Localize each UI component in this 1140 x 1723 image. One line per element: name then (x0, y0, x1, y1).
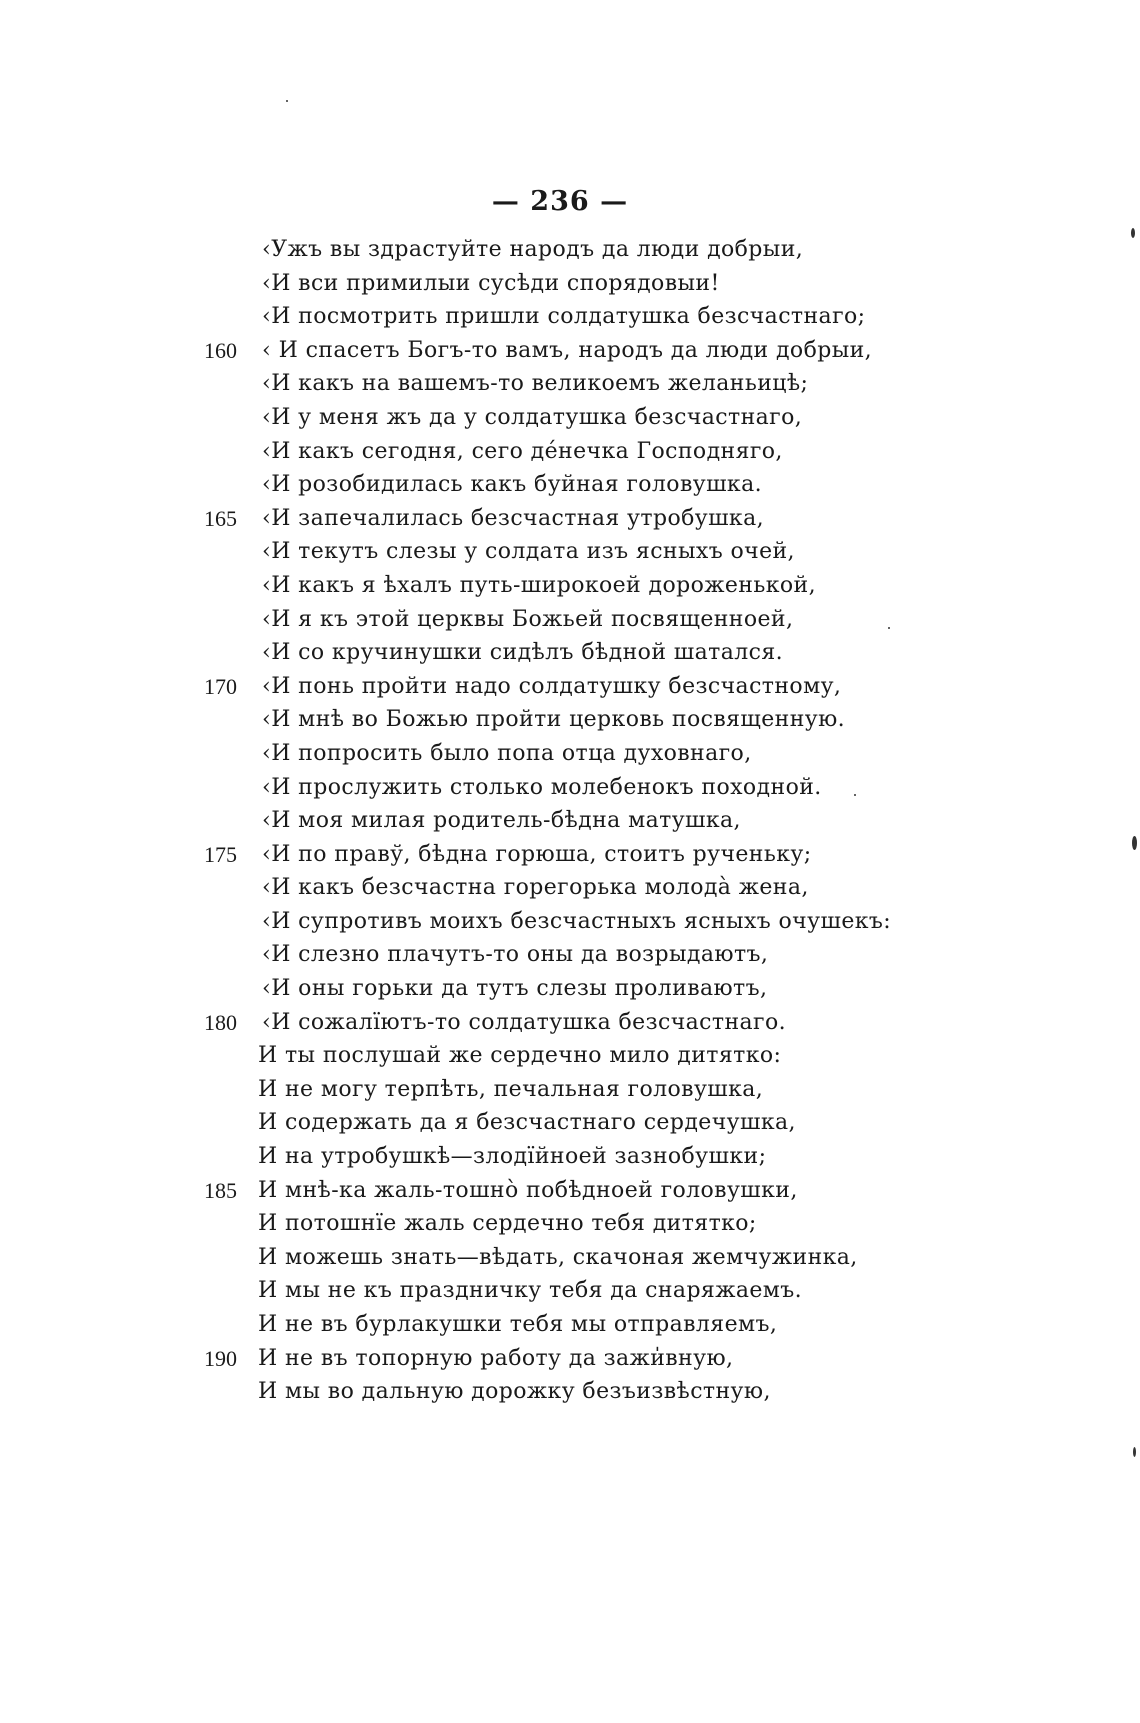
verse-line (0, 1308, 1140, 1342)
verse-text: ‹И я къ этой церквы Божьей посвященноей, (262, 606, 794, 632)
verse-line (0, 905, 1140, 939)
verse-text: И мы во дальную дорожку безъизвѣстную, (258, 1379, 771, 1405)
verse-text: ‹И сожалїютъ-то солдатушка безсчастнаго. (262, 1009, 786, 1035)
verse-line (0, 871, 1140, 905)
verse-text: ‹И оны горьки да тутъ слезы проливаютъ, (262, 976, 768, 1002)
verse-text: ‹И по правў, бѣдна горюша, стоитъ рученьку; (262, 841, 812, 867)
verse-text: И мнѣ-ка жаль-тошно̀ побѣдноей головушки, (258, 1177, 798, 1203)
verse-line (0, 636, 1140, 670)
verse-line (0, 670, 1140, 704)
verse-line (0, 1106, 1140, 1140)
verse-text: И мы не къ праздничку тебя да снаряжаемъ. (258, 1278, 803, 1304)
verse-text: ‹И какъ на вашемъ-то великоемъ желаньицѣ; (262, 371, 809, 397)
verse-text: И потошнїе жаль сердечно тебя дитятко; (258, 1211, 757, 1237)
verse-line (0, 569, 1140, 603)
verse-text: ‹И понь пройти надо солдатушку безсчастному, (262, 673, 842, 699)
verse-line (0, 972, 1140, 1006)
verse-text: ‹И розобидилась какъ буйная головушка. (262, 472, 762, 498)
verse-line (0, 1241, 1140, 1275)
line-number: 190 (204, 1345, 237, 1371)
verse-text: ‹И посмотрить пришли солдатушка безсчастнаго; (262, 304, 866, 330)
verse-line (0, 1073, 1140, 1107)
verse-line (0, 1006, 1140, 1040)
verse-text: И не въ бурлакушки тебя мы отправляемъ, (258, 1312, 778, 1337)
verse-text: ‹И моя милая родитель-бѣдна матушка, (262, 808, 741, 834)
print-speck (1131, 228, 1135, 238)
verse-line (0, 1174, 1140, 1208)
verse-text: ‹И текутъ слезы у солдата изъ ясныхъ очей, (262, 539, 795, 565)
verse-line (0, 838, 1140, 872)
verse-text: И не въ топорную работу да зажи̍вную, (258, 1345, 734, 1371)
verse-text: И ты послушай же сердечно мило дитятко: (258, 1043, 782, 1069)
verse-line (0, 771, 1140, 805)
line-number: 180 (204, 1009, 237, 1035)
print-speck (854, 794, 856, 796)
verse-line (0, 401, 1140, 435)
verse-text: ‹И какъ сегодня, сего де́нечка Господняго, (262, 438, 783, 464)
verse-text: И на утробушкѣ—злодїйноей зазнобушки; (258, 1144, 767, 1170)
print-speck (286, 100, 288, 102)
page-number: — 236 — (491, 186, 629, 217)
poem-text (0, 233, 1140, 1409)
verse-line (0, 502, 1140, 536)
verse-text: ‹И вси примилыи сусѣди спорядовыи! (262, 270, 720, 296)
verse-text: ‹И со кручинушки сидѣлъ бѣдной шатался. (262, 640, 783, 666)
line-number: 160 (204, 337, 237, 363)
verse-text: ‹И мнѣ во Божью пройти церковь посвященную. (262, 707, 846, 733)
line-number: 165 (204, 505, 237, 531)
print-speck (888, 627, 890, 629)
verse-text: ‹И какъ я ѣхалъ путь-широкоей дороженькой, (262, 572, 816, 598)
verse-line (0, 1274, 1140, 1308)
verse-text: ‹И у меня жъ да у солдатушка безсчастнаго, (262, 404, 803, 430)
verse-text: И не могу терпѣть, печальная головушка, (258, 1076, 764, 1102)
verse-line (0, 267, 1140, 301)
verse-line (0, 535, 1140, 569)
verse-line (0, 737, 1140, 771)
verse-line (0, 1375, 1140, 1409)
line-number: 175 (204, 841, 237, 867)
verse-text: И содержать да я безсчастнаго сердечушка, (258, 1110, 796, 1136)
verse-line (0, 938, 1140, 972)
line-number: 185 (204, 1177, 237, 1203)
verse-line (0, 300, 1140, 334)
verse-text: И можешь знать—вѣдать, скачоная жемчужинка, (258, 1244, 858, 1270)
verse-line (0, 1207, 1140, 1241)
verse-line (0, 1342, 1140, 1376)
verse-line (0, 367, 1140, 401)
verse-text: ‹И супротивъ моихъ безсчастныхъ ясныхъ очушекъ: (262, 908, 892, 934)
verse-line (0, 233, 1140, 267)
verse-text: ‹И попросить было попа отца духовнаго, (262, 740, 752, 766)
verse-text: ‹Ужъ вы здрастуйте народъ да люди добрыи, (262, 237, 804, 262)
verse-text: ‹И прослужить столько молебенокъ походной. (262, 774, 822, 800)
verse-text: ‹И запечалилась безсчастная утробушка, (262, 505, 764, 531)
verse-line (0, 1039, 1140, 1073)
verse-text: ‹И какъ безсчастна горегорька молода̀ жена, (262, 875, 809, 901)
print-speck (1132, 836, 1137, 850)
verse-line (0, 334, 1140, 368)
verse-text: ‹И слезно плачутъ-то оны да возрыдаютъ, (262, 942, 769, 968)
print-speck (1133, 1447, 1136, 1457)
verse-line (0, 703, 1140, 737)
line-number: 170 (204, 673, 237, 699)
verse-line (0, 468, 1140, 502)
verse-line (0, 804, 1140, 838)
verse-line (0, 603, 1140, 637)
verse-text: ‹ И спасетъ Богъ-то вамъ, народъ да люди добрыи, (262, 337, 873, 363)
verse-line (0, 1140, 1140, 1174)
verse-line (0, 435, 1140, 469)
